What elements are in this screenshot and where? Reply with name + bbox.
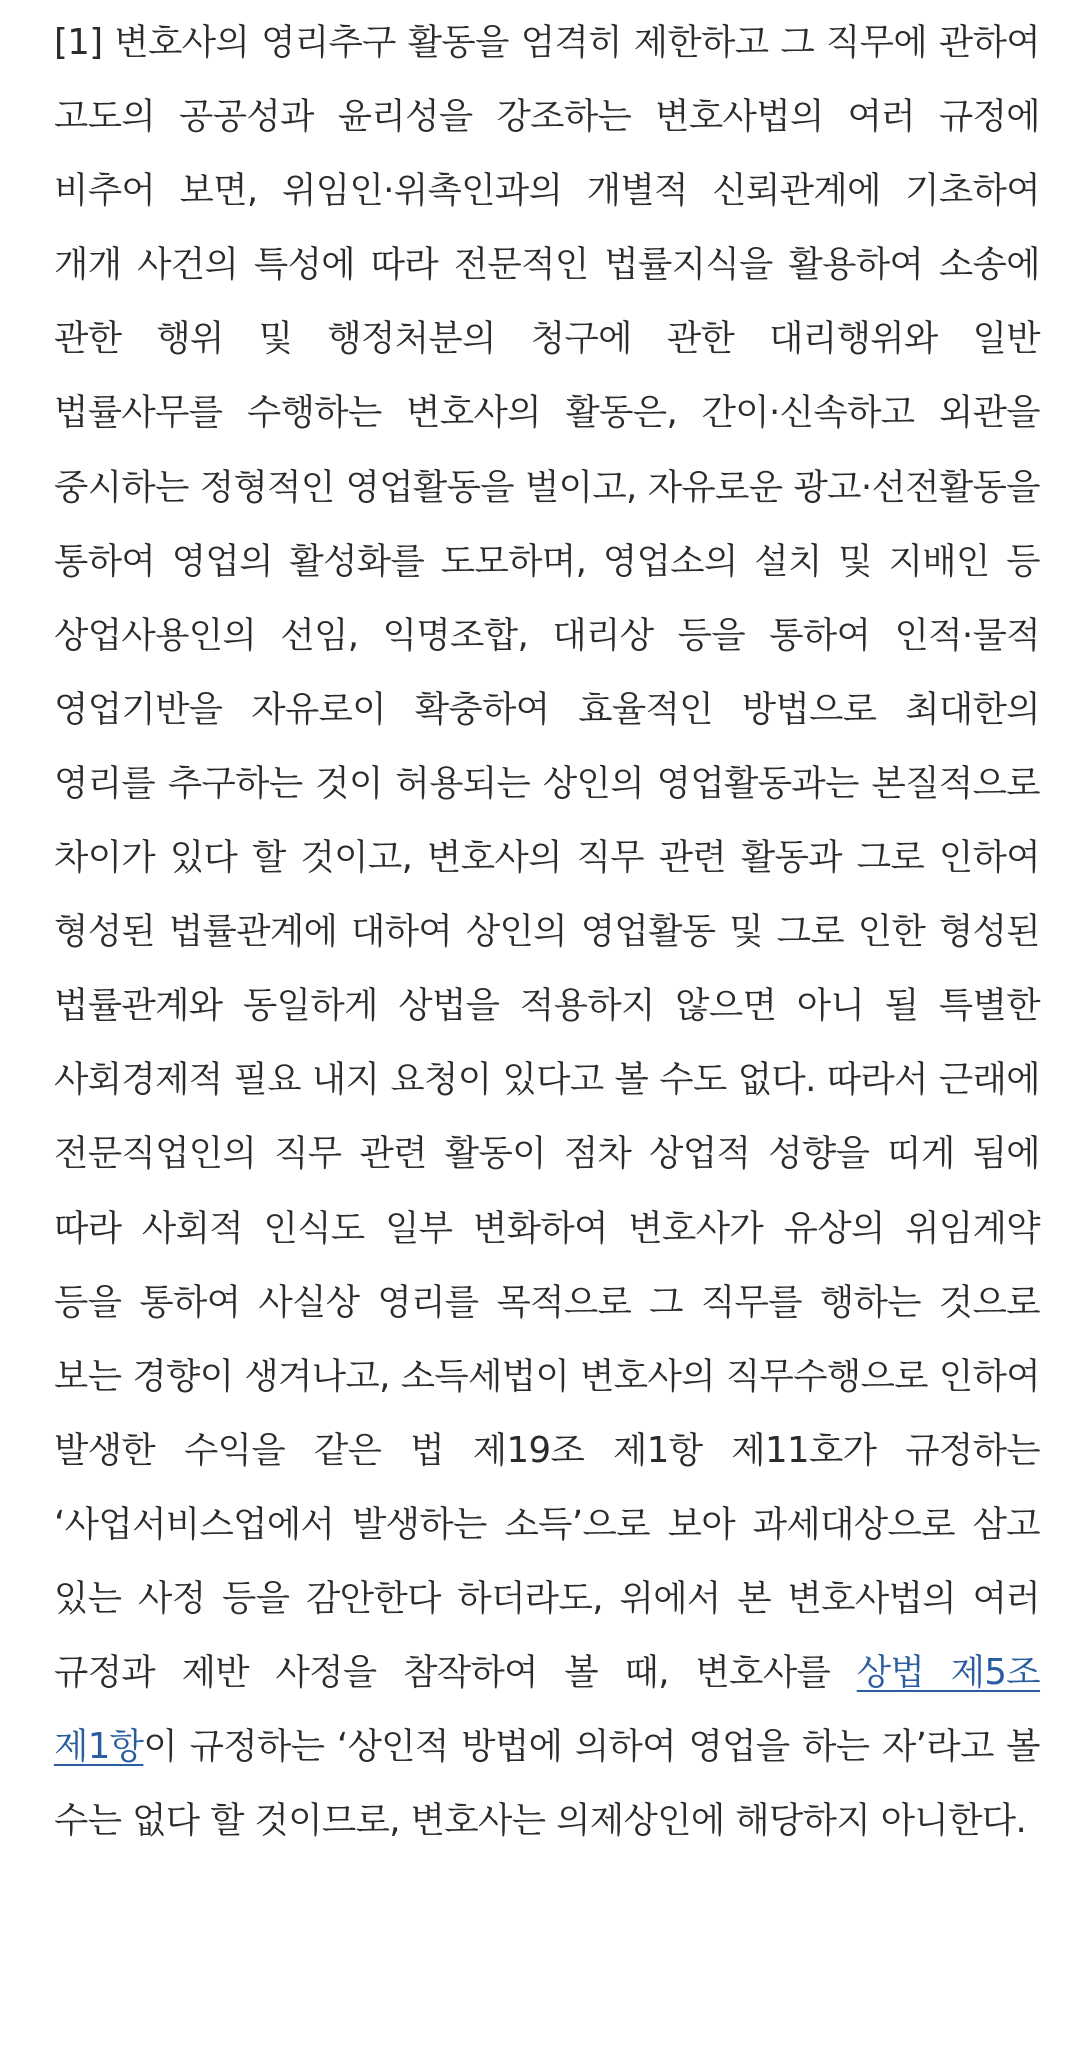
- paragraph-number: [1]: [54, 22, 103, 63]
- paragraph-text-after-link: 이 규정하는 ‘상인적 방법에 의하여 영업을 하는 자’라고 볼 수는 없다 할 것이므로, 변호사는 의제상인에 해당하지 아니한다.: [54, 1726, 1040, 1842]
- judgment-paragraph: [54, 6, 1040, 1858]
- statute-link[interactable]: 상법 제5조 제1항: [54, 1652, 1041, 1768]
- paragraph-text-before-link: 변호사의 영리추구 활동을 엄격히 제한하고 그 직무에 관하여 고도의 공공성과 윤리성을 강조하는 변호사법의 여러 규정에 비추어 보면, 위임인·위촉인과의 개별적 신뢰관계에 기초하여 개개 사건의 특성에 따라 전문적인 법률지식을 활용하여 소송에 관한 행위 및 행정처분의 청구에 관한 대리행위와 일반 법률사무를 수행하는 변호사의 활동은, 간이·신속하고 외관을 중시하는 정형적인 영업활동을 벌이고, 자유로운 광고·선전활동을 통하여 영업의 활성화를 도모하며, 영업소의 설치 및 지배인 등 상업사용인의 선임, 익명조합, 대리상 등을 통하여 인적·물적 영업기반을 자유로이 확충하여 효율적인 방법으로 최대한의 영리를 추구하는 것이 허용되는 상인의 영업활동과는 본질적으로 차이가 있다 할 것이고, 변호사의 직무 관련 활동과 그로 인하여 형성된 법률관계에 대하여 상인의 영업활동 및 그로 인한 형성된 법률관계와 동일하게 상법을 적용하지 않으면 아니 될 특별한 사회경제적 필요 내지 요청이 있다고 볼 수도 없다. 따라서 근래에 전문직업인의 직무 관련 활동이 점차 상업적 성향을 띠게 됨에 따라 사회적 인식도 일부 변화하여 변호사가 유상의 위임계약 등을 통하여 사실상 영리를 목적으로 그 직무를 행하는 것으로 보는 경향이 생겨나고, 소득세법이 변호사의 직무수행으로 인하여 발생한 수익을 같은 법 제19조 제1항 제11호가 규정하는 ‘사업서비스업에서 발생하는 소득’으로 보아 과세대상으로 삼고 있는 사정 등을 감안한다 하더라도, 위에서 본 변호사법의 여러 규정과 제반 사정을 참작하여 볼 때, 변호사를: [54, 22, 1040, 1694]
